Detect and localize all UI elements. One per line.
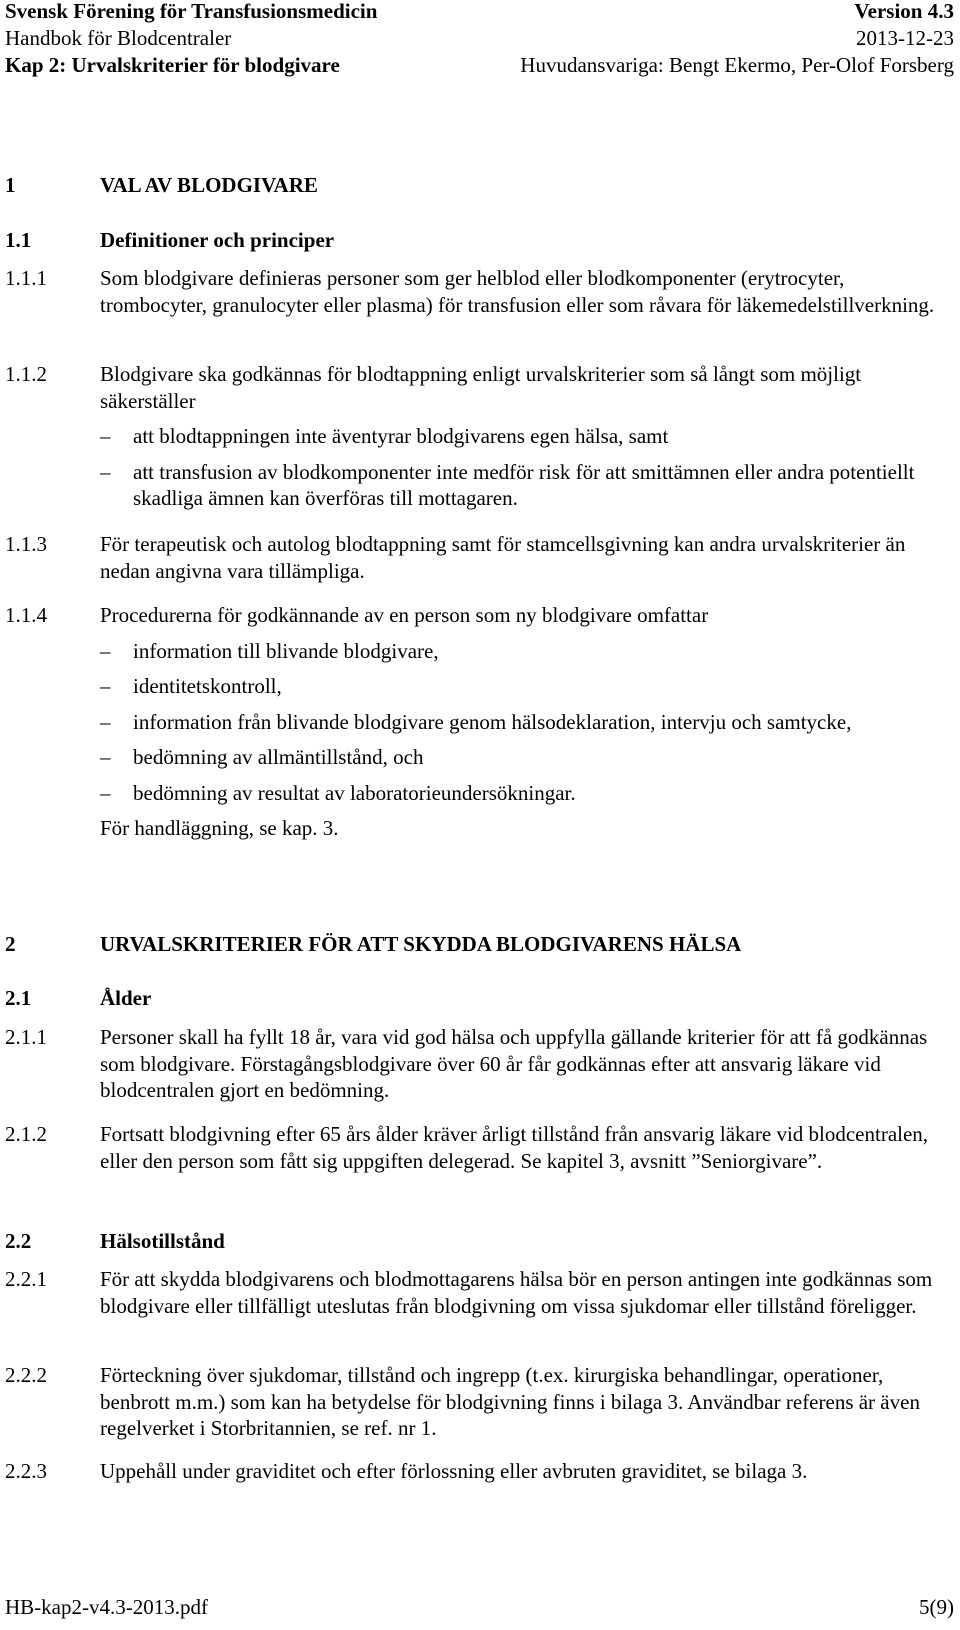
list-item-text: identitetskontroll, [133,674,282,698]
list-item [100,780,954,807]
header-date: 2013-12-23 [856,26,954,50]
paragraph-1-1-3 [5,531,954,584]
list-item-text: bedömning av allmäntillstånd, och [133,745,424,769]
paragraph-2-1-2 [5,1121,954,1174]
dash-bullet: – [100,780,111,805]
paragraph-2-2-3 [5,1458,954,1485]
paragraph-text: Fortsatt blodgivning efter 65 års ålder kräver årligt tillstånd från ansvarig läkare vid blodcentralen, eller den person som fått sig uppgiften delegerad. Se kapitel 3, avsnitt ”Seniorgivare”. [100,1122,929,1173]
paragraph-number: 2.1.1 [5,1025,47,1049]
paragraph-text: För terapeutisk och autolog blodtappning samt för stamcellsgivning kan andra urvalskriterier än nedan angivna vara tillämpliga. [100,532,906,583]
dash-bullet: – [100,674,111,698]
paragraph-number: 2.2.3 [5,1459,47,1483]
section-1-heading [5,172,954,199]
paragraph-number: 1.1.4 [5,603,47,627]
dash-bullet: – [100,638,111,663]
section-1-1-heading [5,227,954,254]
footer-filename: HB-kap2-v4.3-2013.pdf [5,1595,208,1619]
list-item [100,459,954,512]
paragraph-text: Uppehåll under graviditet och efter förlossning eller avbruten graviditet, se bilaga 3. [100,1459,808,1483]
section-title: Ålder [100,986,152,1010]
footer-page-number: 5(9) [919,1595,954,1619]
list-item-text: att blodtappningen inte äventyrar blodgivarens egen hälsa, samt [133,424,669,448]
dash-bullet: – [100,424,111,448]
paragraph-number: 2.2.2 [5,1363,47,1387]
paragraph-2-1-1 [5,1024,954,1104]
header-responsible: Huvudansvariga: Bengt Ekermo, Per-Olof Forsberg [520,53,954,77]
paragraph-text: Förteckning över sjukdomar, tillstånd och ingrepp (t.ex. kirurgiska behandlingar, operationer, benbrott m.m.) som kan ha betydelse för blodgivning finns i bilaga 3. Användbar referens är även regelverket i Storbritannien, se ref. nr 1. [100,1363,920,1440]
list-item [100,423,954,450]
paragraph-number: 1.1.2 [5,362,47,386]
header-chapter: Kap 2: Urvalskriterier för blodgivare [5,53,340,77]
list-item [100,744,954,771]
paragraph-1-1-2 [5,361,954,512]
paragraph-text: Procedurerna för godkännande av en person som ny blodgivare omfattar [100,603,709,627]
footer [5,1594,954,1620]
paragraph-2-2-2 [5,1362,954,1442]
paragraph-text: Personer skall ha fyllt 18 år, vara vid god hälsa och uppfylla gällande kriterier för att få godkännas som blodgivare. Förstagångsblodgivare över 60 år får godkännas efter att ansvarig läkare vid blodcentralen gjort en bedömning. [100,1025,928,1102]
section-2-1-heading [5,985,954,1012]
paragraph-1-1-4 [5,602,954,842]
header-line-3 [5,52,954,78]
paragraph-number: 2.1.2 [5,1122,47,1146]
header-line-2 [5,25,954,51]
header-handbook: Handbok för Blodcentraler [5,26,232,50]
paragraph-text: Blodgivare ska godkännas för blodtappning enligt urvalskriterier som så långt som möjligt säkerställer [100,362,862,413]
list-item-text: att transfusion av blodkomponenter inte medför risk för att smittämnen eller andra potentiellt skadliga ämnen kan överföras till mottagaren. [133,459,915,510]
section-title: VAL AV BLODGIVARE [100,173,318,197]
list-item-text: bedömning av resultat av laboratorieundersökningar. [133,780,576,805]
list-item [100,638,954,665]
paragraph-text: Som blodgivare definieras personer som ger helblod eller blodkomponenter (erytrocyter, trombocyter, granulocyter eller plasma) för transfusion eller som råvara för läkemedelstillverkning. [100,266,935,317]
section-title: Definitioner och principer [100,228,335,252]
section-2-heading [5,931,954,958]
header-line-1 [5,0,954,24]
dash-bullet: – [100,709,111,734]
paragraph-2-2-1 [5,1266,954,1319]
section-number: 1.1 [5,228,32,252]
section-title: URVALSKRITERIER FÖR ATT SKYDDA BLODGIVARENS HÄLSA [100,932,742,956]
paragraph-text: För att skydda blodgivarens och blodmottagarens hälsa bör en person antingen inte godkännas som blodgivare eller tillfälligt uteslutas från blodgivning om vissa sjukdomar eller tillstånd föreligger. [100,1267,933,1318]
paragraph-note: För handläggning, se kap. 3. [100,816,339,840]
header-version: Version 4.3 [854,0,954,23]
paragraph-number: 2.2.1 [5,1267,47,1291]
paragraph-1-1-1 [5,265,954,318]
list-item [100,673,954,700]
list-item [100,709,954,736]
section-number: 2.2 [5,1229,32,1253]
paragraph-number: 1.1.3 [5,532,47,556]
paragraph-number: 1.1.1 [5,266,47,290]
header-org: Svensk Förening för Transfusionsmedicin [5,0,378,23]
dash-bullet: – [100,459,111,484]
section-number: 2.1 [5,986,32,1010]
section-2-2-heading [5,1228,954,1255]
section-number: 1 [5,173,16,197]
list-item-text: information till blivande blodgivare, [133,638,439,663]
dash-bullet: – [100,745,111,769]
section-number: 2 [5,932,16,956]
list-item-text: information från blivande blodgivare genom hälsodeklaration, intervju och samtycke, [133,709,852,734]
section-title: Hälsotillstånd [100,1229,225,1253]
